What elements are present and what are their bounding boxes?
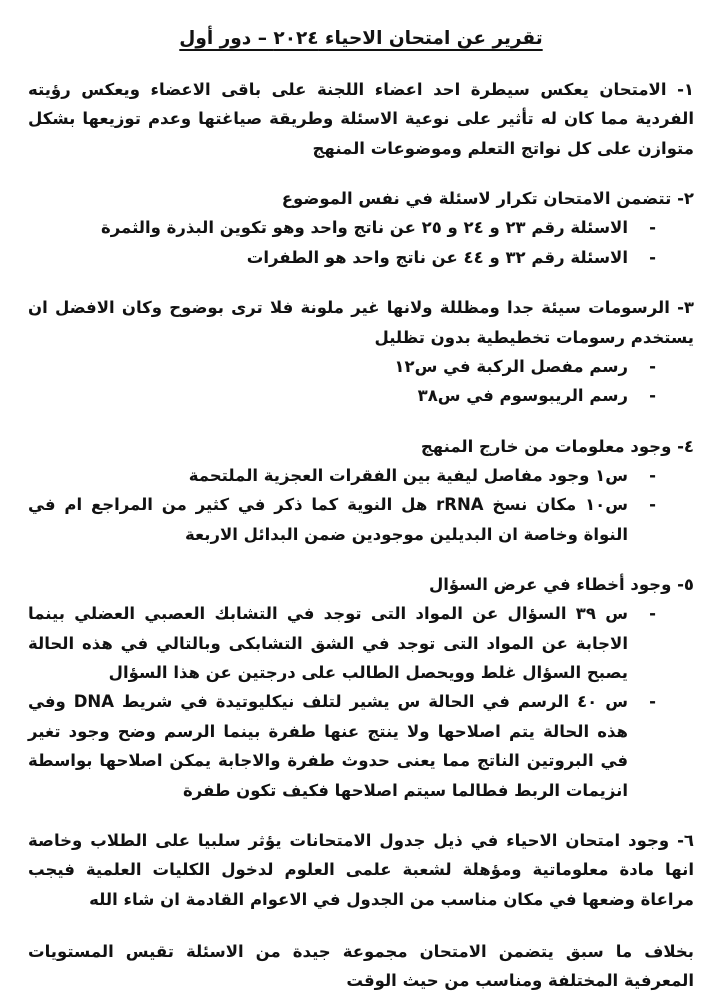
section-3 xyxy=(28,293,694,410)
list-item xyxy=(28,243,694,272)
dash-marker: - xyxy=(649,604,656,624)
section-3-heading: ٣- الرسومات سيئة جدا ومظللة ولانها غير ملونة فلا ترى بوضوح وكان الافضل ان يستخدم رسومات تخطيطية بدون تظليل xyxy=(28,298,694,347)
list-item xyxy=(28,381,694,410)
dash-marker: - xyxy=(649,386,656,406)
section-2 xyxy=(28,184,694,272)
bullet-text: س١ وجود مفاصل ليفية بين الفقرات العجزية الملتحمة xyxy=(188,465,628,485)
bullet-text: س ٤٠ الرسم في الحالة س يشير لتلف نيكليوتيدة في شريط DNA وفي هذه الحالة يتم اصلاحها ولا ينتج عنها طفرة بينما الرسم وضح وجود تغير في البروتين الناتج مما يعنى حدوث طفرة والاجابة يمكن اصلاحها بواسطة انزيمات الربط فطالما سيتم اصلاحها فكيف تكون طفرة xyxy=(28,692,629,800)
bullet-text: رسم الريبوسوم في س٣٨ xyxy=(417,386,628,406)
section-6-paragraph: ٦- وجود امتحان الاحياء في ذيل جدول الامتحانات يؤثر سلبيا على الطلاب وخاصة انها مادة معلوماتية ومؤهلة لشعبة علمى العلوم لدخول الكليات العلمية فيجب مراعاة وضعها في مكان مناسب من الجدول في الاعوام القادمة ان شاء الله xyxy=(28,830,694,909)
page-title: تقرير عن امتحان الاحياء ٢٠٢٤ – دور أول xyxy=(179,28,543,49)
dash-marker: - xyxy=(649,356,656,376)
list-item xyxy=(28,490,694,549)
section-5-heading: ٥- وجود أخطاء في عرض السؤال xyxy=(428,575,694,595)
section-5 xyxy=(28,570,694,805)
bullet-text: س١٠ مكان نسخ rRNA هل النوية كما ذكر في كثير من المراجع ام في النواة وخاصة ان البديلين موجودين ضمن البدائل الاربعة xyxy=(28,495,629,544)
dash-marker: - xyxy=(649,247,656,267)
bullet-text: الاسئلة رقم ٣٢ و ٤٤ عن ناتج واحد هو الطفرات xyxy=(246,247,628,267)
document-page xyxy=(28,28,694,991)
list-item xyxy=(28,213,694,242)
list-item xyxy=(28,687,694,804)
section-2-heading: ٢- تتضمن الامتحان تكرار لاسئلة في نفس الموضوع xyxy=(281,189,694,209)
section-1-paragraph: ١- الامتحان يعكس سيطرة احد اعضاء اللجنة على باقى الاعضاء ويعكس رؤيته الفردية مما كان له تأثير على نوعية الاسئلة وطريقة صياغتها وعدم توزيعها بشكل متوازن على كل نواتج التعلم وموضوعات المنهج xyxy=(28,80,694,158)
section-6 xyxy=(28,826,694,914)
dash-marker: - xyxy=(649,465,656,485)
section-4-heading: ٤- وجود معلومات من خارج المنهج xyxy=(420,436,694,456)
section-4 xyxy=(28,432,694,549)
dash-marker: - xyxy=(649,495,656,515)
dash-marker: - xyxy=(649,692,656,712)
list-item xyxy=(28,599,694,687)
list-item xyxy=(28,461,694,490)
closing-paragraph: بخلاف ما سبق يتضمن الامتحان مجموعة جيدة من الاسئلة تقيس المستويات المعرفية المختلفة ومناسب من حيث الوقت xyxy=(28,941,694,991)
list-item xyxy=(28,352,694,381)
bullet-text: الاسئلة رقم ٢٣ و ٢٤ و ٢٥ عن ناتج واحد وهو تكوين البذرة والثمرة xyxy=(101,218,628,238)
bullet-text: رسم مفصل الركبة في س١٢ xyxy=(394,356,628,376)
dash-marker: - xyxy=(649,218,656,238)
bullet-text: س ٣٩ السؤال عن المواد التى توجد في التشابك العصبي العضلي بينما الاجابة عن المواد التى توجد في الشق التشابكى وبالتالي في هذه الحالة يصبح السؤال غلط وويحصل الطالب على درجتين عن هذا السؤال xyxy=(28,604,629,683)
